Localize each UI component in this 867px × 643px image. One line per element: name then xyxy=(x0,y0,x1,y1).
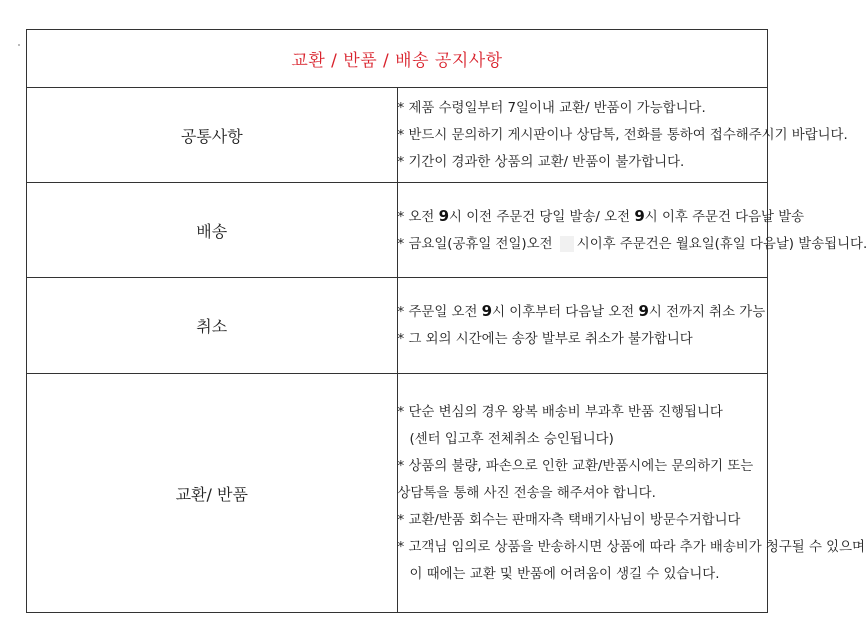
cancel-line-1 xyxy=(398,298,768,326)
delivery-line-1-part-a: * 오전 xyxy=(397,209,439,225)
corner-mark xyxy=(18,44,20,46)
delivery-hour-2: 9 xyxy=(634,206,645,225)
delivery-line-1-part-b: 시 이전 주문건 당일 발송/ 오전 xyxy=(449,209,635,225)
delivery-label: 배송 xyxy=(27,183,398,278)
common-line-3: * 기간이 경과한 상품의 교환/ 반품이 불가합니다. xyxy=(397,154,685,170)
exchange-line-3: * 상품의 불량, 파손으로 인한 교환/반품시에는 문의하기 또는 상담톡을 통해 사진 전송을 해주셔야 합니다. xyxy=(397,458,754,501)
exchange-line-2: (센터 입고후 전체취소 승인됩니다) xyxy=(409,431,614,447)
cancel-label: 취소 xyxy=(27,278,398,374)
exchange-row xyxy=(27,374,768,613)
cancel-hour-2: 9 xyxy=(638,302,649,320)
delivery-row xyxy=(27,183,768,278)
delivery-content xyxy=(397,183,867,278)
exchange-line-4: * 교환/반품 회수는 판매자측 택배기사님이 방문수거합니다 xyxy=(397,512,741,528)
notice-table xyxy=(26,29,867,613)
cancel-row xyxy=(27,278,768,374)
exchange-line-6: 이 때에는 교환 및 반품에 어려움이 생길 수 있습니다. xyxy=(409,566,720,582)
common-content xyxy=(397,88,848,183)
common-line-2: * 반드시 문의하기 게시판이나 상담톡, 전화를 통하여 접수해주시기 바랍니다. xyxy=(397,127,848,143)
delivery-line-1-part-c: 시 이후 주문건 다음날 발송 xyxy=(644,209,805,225)
cancel-content xyxy=(397,278,768,374)
blank-hour-placeholder xyxy=(560,236,574,252)
cancel-line-2: * 그 외의 시간에는 송장 발부로 취소가 불가합니다 xyxy=(397,332,693,347)
delivery-line-2-part-b: 시이후 주문건은 월요일(휴일 다음날) 발송됩니다. xyxy=(576,236,867,252)
delivery-line-2-part-a: * 금요일(공휴일 전일)오전 xyxy=(397,236,557,252)
delivery-hour-1: 9 xyxy=(438,206,450,225)
common-line-1: * 제품 수령일부터 7일이내 교환/ 반품이 가능합니다. xyxy=(397,100,706,116)
exchange-line-5: * 고객님 임의로 상품을 반송하시면 상품에 따라 추가 배송비가 청구될 수 있으며 xyxy=(397,539,865,555)
common-label: 공통사항 xyxy=(27,88,398,183)
exchange-label: 교환/ 반품 xyxy=(27,374,398,613)
cancel-line-1-part-b: 시 이후부터 다음날 오전 xyxy=(492,305,639,320)
delivery-line-2 xyxy=(397,231,867,258)
exchange-line-1: * 단순 변심의 경우 왕복 배송비 부과후 반품 진행됩니다 xyxy=(397,404,723,420)
notice-title: 교환 / 반품 / 배송 공지사항 xyxy=(27,30,768,88)
cancel-hour-1: 9 xyxy=(481,302,493,320)
exchange-content xyxy=(397,374,865,613)
cancel-line-1-part-c: 시 전까지 취소 가능 xyxy=(648,305,766,320)
cancel-line-1-part-a: * 주문일 오전 xyxy=(397,305,482,320)
common-row xyxy=(27,88,768,183)
delivery-line-1 xyxy=(397,203,805,231)
title-row xyxy=(27,30,768,88)
